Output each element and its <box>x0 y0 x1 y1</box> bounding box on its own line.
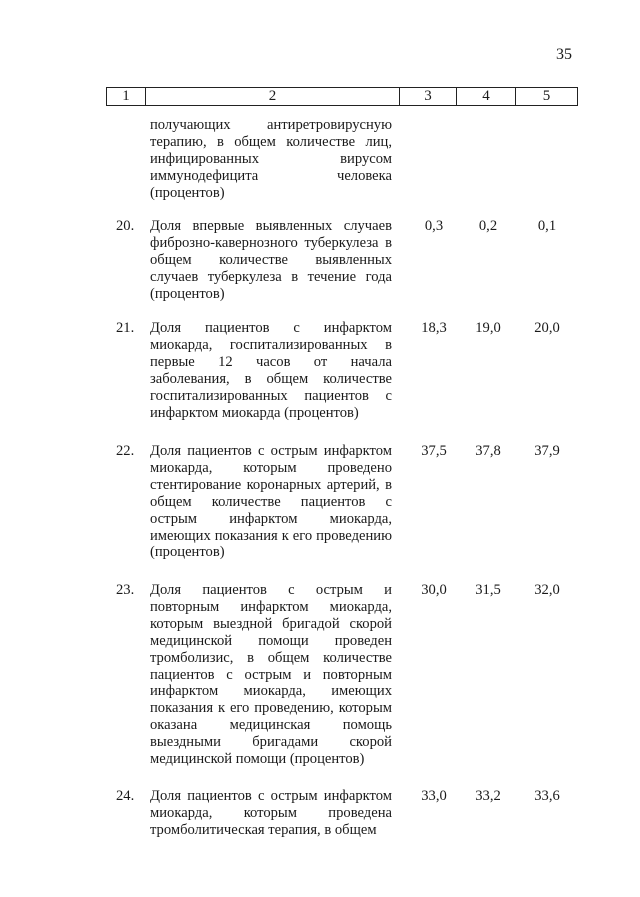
column-divider <box>577 87 578 106</box>
row-text: Доля пациентов с острым инфарктом миокарда, которым проведена тромболитическая терапия, в общем <box>150 788 392 838</box>
row-text: Доля пациентов с острым инфарктом миокарда, которым проведено стентирование коронарных артерий, в общем количестве пациентов с острым инфарктом миокарда, имеющих показания к его проведению (процентов) <box>150 443 392 561</box>
row-value-col3: 18,3 <box>421 320 447 336</box>
row-text: Доля впервые выявленных случаев фиброзно-кавернозного туберкулеза в общем количестве выявленных случаев туберкулеза в течение года (процентов) <box>150 218 392 302</box>
row-number: 20. <box>116 218 135 234</box>
header-col-2: 2 <box>268 88 277 104</box>
row-text: получающих антиретровирусную терапию, в общем количестве лиц, инфицированных вирусом иммунодефицита человека (процентов) <box>150 117 392 201</box>
row-value-col4: 31,5 <box>475 582 501 598</box>
row-number: 23. <box>116 582 135 598</box>
row-value-col3: 37,5 <box>421 443 447 459</box>
header-col-4: 4 <box>482 88 490 104</box>
row-number: 22. <box>116 443 135 459</box>
row-number: 24. <box>116 788 135 804</box>
table-header <box>107 87 577 106</box>
row-number: 21. <box>116 320 135 336</box>
page-number: 35 <box>556 46 572 63</box>
row-value-col4: 37,8 <box>475 443 501 459</box>
row-value-col4: 19,0 <box>475 320 501 336</box>
row-text: Доля пациентов с инфарктом миокарда, госпитализированных в первые 12 часов от начала заболевания, в общем количестве госпитализированных пациентов с инфарктом миокарда (процентов) <box>150 320 392 421</box>
row-value-col3: 30,0 <box>421 582 447 598</box>
header-col-1: 1 <box>122 88 130 104</box>
header-col-3: 3 <box>424 88 432 104</box>
row-text: Доля пациентов с острым и повторным инфарктом миокарда, которым выездной бригадой скорой медицинской помощи проведен тромболизис, в общем количестве пациентов с острым и повторным инфарктом миокарда, имеющих показания к его проведению, которым оказана медицинская помощь выездными бригадами скорой медицинской помощи (процентов) <box>150 582 392 768</box>
row-value-col5: 20,0 <box>534 320 560 336</box>
header-col-5: 5 <box>542 88 551 104</box>
row-value-col4: 33,2 <box>475 788 501 804</box>
row-value-col5: 32,0 <box>534 582 560 598</box>
row-value-col5: 0,1 <box>537 218 557 234</box>
row-value-col5: 33,6 <box>534 788 560 804</box>
row-value-col4: 0,2 <box>478 218 498 234</box>
row-value-col5: 37,9 <box>534 443 560 459</box>
row-value-col3: 33,0 <box>421 788 447 804</box>
row-value-col3: 0,3 <box>424 218 444 234</box>
